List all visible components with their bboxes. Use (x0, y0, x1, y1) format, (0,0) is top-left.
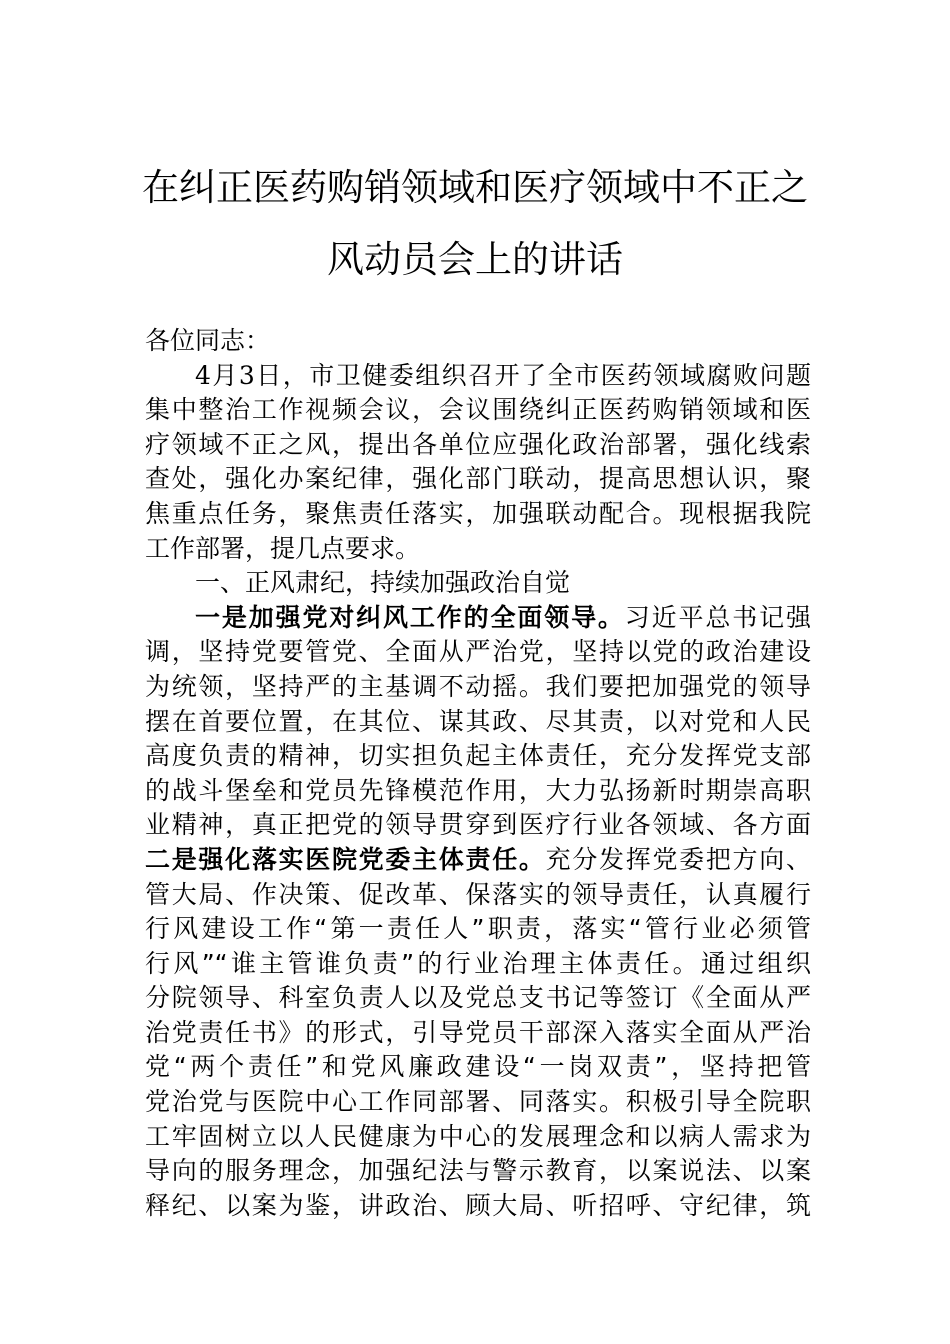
point-2-line-6: 治党责任书》的形式，引导党员干部深入落实全面从严治 (145, 1017, 811, 1047)
paragraph-1-line-4: 查处，强化办案纪律，强化部门联动，提高思想认识，聚 (145, 464, 811, 494)
point-2-first-text: 充分发挥党委把方向、 (545, 844, 811, 874)
paragraph-1-line-3: 疗领域不正之风，提出各单位应强化政治部署，强化线索 (145, 429, 811, 459)
point-2-line-3: 行风建设工作“第一责任人”职责，落实“管行业必须管 (145, 914, 811, 944)
point-2-line-2: 管大局、作决策、促改革、保落实的领导责任，认真履行 (145, 879, 811, 909)
point-1-line-6: 的战斗堡垒和党员先锋模范作用，大力弘扬新时期崇高职 (145, 775, 811, 805)
point-2-bold-lead: 二是强化落实医院党委主体责任。 (145, 844, 546, 874)
point-1-line-3: 为统领，坚持严的主基调不动摇。我们要把加强党的领导 (145, 671, 811, 701)
point-1-first-text: 习近平总书记强 (624, 602, 811, 632)
salutation: 各位同志： (145, 326, 271, 355)
section-heading-1: 一、正风肃纪，持续加强政治自觉 (195, 568, 571, 598)
point-1-line-7: 业精神，真正把党的领导贯穿到医疗行业各领域、各方面 (145, 810, 811, 840)
point-1-line-2: 调，坚持党要管党、全面从严治党，坚持以党的政治建设 (145, 637, 811, 667)
date-month-number: 4 (195, 360, 211, 390)
point-1-line-1 (145, 601, 811, 636)
point-1-line-4: 摆在首要位置，在其位、谋其政、尽其责，以对党和人民 (145, 706, 811, 736)
paragraph-1-text: 日，市卫健委组织召开了全市医药领域腐败问题 (254, 360, 811, 390)
point-2-line-4: 行风”“谁主管谁负责”的行业治理主体责任。通过组织 (145, 948, 811, 978)
document-title-line-1: 在纠正医药购销领域和医疗领域中不正之 (142, 166, 808, 209)
point-2-line-7: 党“两个责任”和党风廉政建设“一岗双责”，坚持把管 (145, 1052, 811, 1082)
point-2-line-8: 党治党与医院中心工作同部署、同落实。积极引导全院职 (145, 1087, 811, 1117)
date-month-char: 月 (210, 360, 239, 390)
point-2-line-11: 释纪、以案为鉴，讲政治、顾大局、听招呼、守纪律，筑 (145, 1190, 811, 1220)
date-day-number: 3 (238, 360, 255, 390)
point-2-line-1 (145, 843, 811, 878)
paragraph-1-line-6: 工作部署，提几点要求。 (145, 533, 421, 563)
document-body (145, 324, 811, 1223)
point-2-line-5: 分院领导、科室负责人以及党总支书记等签订《全面从严 (145, 983, 811, 1013)
paragraph-1-line-1 (145, 359, 811, 394)
paragraph-1-line-5: 焦重点任务，聚焦责任落实，加强联动配合。现根据我院 (145, 498, 811, 528)
point-2-line-10: 导向的服务理念，加强纪法与警示教育，以案说法、以案 (145, 1156, 811, 1186)
document-title-line-2: 风动员会上的讲话 (327, 238, 623, 281)
point-1-line-5: 高度负责的精神，切实担负起主体责任，充分发挥党支部 (145, 741, 811, 771)
point-2-line-9: 工牢固树立以人民健康为中心的发展理念和以病人需求为 (145, 1121, 811, 1151)
paragraph-1-line-2: 集中整治工作视频会议，会议围绕纠正医药购销领域和医 (145, 395, 811, 425)
point-1-bold-lead: 一是加强党对纠风工作的全面领导。 (195, 602, 625, 632)
